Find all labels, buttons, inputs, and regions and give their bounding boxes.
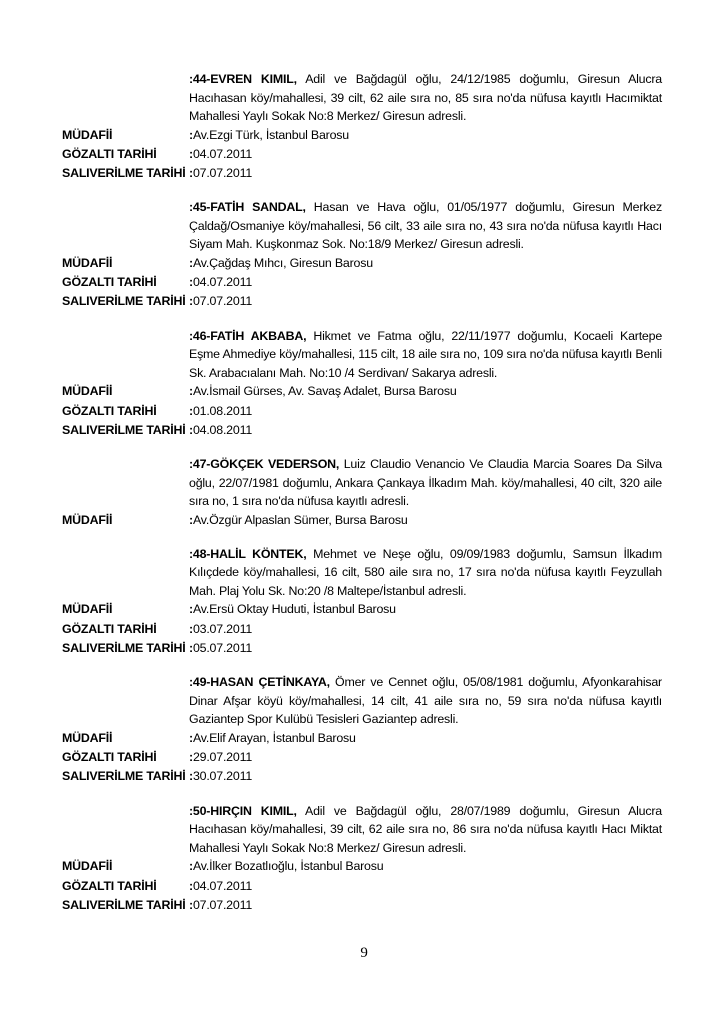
release-date-row (62, 421, 662, 440)
colon: : (189, 641, 193, 656)
custody-date-value: 03.07.2011 (192, 621, 253, 636)
colon: : (189, 127, 193, 142)
colon: : (189, 275, 193, 290)
colon: : (189, 750, 193, 765)
custody-date-value: 04.07.2011 (192, 878, 253, 893)
colon: : (189, 878, 193, 893)
colon: : (189, 422, 193, 437)
release-date-row (62, 639, 662, 658)
custody-date-label: GÖZALTI TARİHİ (62, 403, 157, 418)
lawyer-value: Av.İlker Bozatlıoğlu, İstanbul Barosu (192, 859, 384, 874)
release-date-label: SALIVERİLME TARİHİ (62, 769, 186, 784)
custody-date-value: 01.08.2011 (192, 403, 253, 418)
release-date-value: 05.07.2011 (192, 641, 253, 656)
release-date-label: SALIVERİLME TARİHİ (62, 294, 186, 309)
detainee-name: :49-HASAN ÇETİNKAYA, (189, 675, 330, 690)
colon: : (189, 769, 193, 784)
lawyer-value: Av.İsmail Gürses, Av. Savaş Adalet, Bursa Barosu (192, 384, 457, 399)
custody-date-value: 04.07.2011 (192, 275, 253, 290)
release-date-label: SALIVERİLME TARİHİ (62, 897, 186, 912)
release-date-value: 07.07.2011 (192, 166, 253, 181)
custody-date-row (62, 273, 662, 292)
detainee-name: :47-GÖKÇEK VEDERSON, (189, 457, 340, 472)
detainee-name: :44-EVREN KIMIL, (189, 72, 297, 86)
detainee-description (189, 70, 662, 126)
lawyer-row (62, 126, 662, 145)
detainee-description (189, 327, 662, 383)
detainee-description (189, 545, 662, 601)
lawyer-value: Av.Ezgi Türk, İstanbul Barosu (192, 127, 349, 142)
lawyer-label: MÜDAFİİ (62, 127, 113, 142)
lawyer-label: MÜDAFİİ (62, 730, 113, 745)
release-date-label: SALIVERİLME TARİHİ (62, 422, 186, 437)
lawyer-row (62, 382, 662, 401)
custody-date-row (62, 620, 662, 639)
detainee-entry (62, 545, 662, 658)
detainee-description (189, 802, 662, 858)
colon: : (189, 403, 193, 418)
detainee-entry (62, 673, 662, 786)
custody-date-label: GÖZALTI TARİHİ (62, 275, 157, 290)
lawyer-value: Av.Özgür Alpaslan Sümer, Bursa Barosu (192, 512, 408, 527)
lawyer-label: MÜDAFİİ (62, 859, 113, 874)
lawyer-value: Av.Çağdaş Mıhcı, Giresun Barosu (192, 255, 373, 270)
lawyer-value: Av.Ersü Oktay Huduti, İstanbul Barosu (192, 602, 396, 617)
detainee-detail: Hikmet ve Fatma oğlu, 22/11/1977 doğumlu, Kocaeli Kartepe Eşme Ahmediye köy/mahallesi, 115 cilt, 18 aile sıra no, 109 sıra no'da nüfusa kayıtlı Benli Sk. Arabacıalanı Mah. No:10 /4 Serdivan/ Sakarya adresli. (189, 328, 663, 380)
lawyer-row (62, 511, 662, 530)
detainee-description (189, 455, 662, 511)
custody-date-value: 04.07.2011 (192, 146, 253, 161)
detainee-detail: Mehmet ve Neşe oğlu, 09/09/1983 doğumlu, Samsun İlkadım Kılıçdede köy/mahallesi, 16 cilt, 580 aile sıra no, 17 sıra no'da nüfusa kayıtlı Feyzullah Mah. Plaj Yolu Sk. No:20 /8 Maltepe/İstanbul adresli. (189, 546, 662, 598)
page-number: 9 (360, 945, 368, 961)
colon: : (189, 146, 193, 161)
detainee-name: :48-HALİL KÖNTEK, (189, 546, 307, 561)
release-date-label: SALIVERİLME TARİHİ (62, 166, 186, 181)
detainee-entry (62, 455, 662, 530)
detainee-description (189, 673, 662, 729)
custody-date-label: GÖZALTI TARİHİ (62, 878, 157, 893)
colon: : (189, 384, 193, 399)
detainee-entry (62, 70, 662, 183)
detainee-entry (62, 198, 662, 311)
custody-date-label: GÖZALTI TARİHİ (62, 146, 157, 161)
release-date-value: 04.08.2011 (192, 422, 253, 437)
detainee-description (189, 198, 662, 254)
release-date-row (62, 292, 662, 311)
custody-date-row (62, 877, 662, 896)
detainee-entry (62, 327, 662, 440)
custody-date-label: GÖZALTI TARİHİ (62, 621, 157, 636)
custody-date-row (62, 145, 662, 164)
release-date-row (62, 164, 662, 183)
detainee-detail: Luiz Claudio Venancio Ve Claudia Marcia Soares Da Silva oğlu, 22/07/1981 doğumlu, Ankara Çankaya İlkadım Mah. köy/mahallesi, 40 cilt, 320 aile sıra no, 1 sıra no'da nüfusa kayıtlı adresli. (189, 457, 662, 509)
release-date-row (62, 896, 662, 915)
detainee-list (62, 70, 662, 930)
colon: : (189, 621, 193, 636)
lawyer-label: MÜDAFİİ (62, 602, 113, 617)
detainee-name: :45-FATİH SANDAL, (189, 200, 306, 215)
detainee-detail: Adil ve Bağdagül oğlu, 24/12/1985 doğumlu, Giresun Alucra Hacıhasan köy/mahallesi, 39 cilt, 62 aile sıra no, 85 sıra no'da nüfusa kayıtlı Hacımiktat Mahallesi Yaylı Sokak No:8 Merkez/ Giresun adresli. (189, 72, 662, 123)
release-date-value: 07.07.2011 (192, 294, 253, 309)
lawyer-row (62, 729, 662, 748)
release-date-value: 30.07.2011 (192, 769, 253, 784)
colon: : (189, 897, 193, 912)
detainee-name: :50-HIRÇIN KIMIL, (189, 803, 297, 818)
colon: : (189, 859, 193, 874)
lawyer-label: MÜDAFİİ (62, 512, 113, 527)
detainee-name: :46-FATİH AKBABA, (189, 328, 307, 343)
release-date-value: 07.07.2011 (192, 897, 253, 912)
custody-date-row (62, 748, 662, 767)
lawyer-row (62, 254, 662, 273)
lawyer-label: MÜDAFİİ (62, 255, 113, 270)
release-date-row (62, 767, 662, 786)
lawyer-row (62, 600, 662, 619)
colon: : (189, 255, 193, 270)
detainee-entry (62, 802, 662, 915)
colon: : (189, 730, 193, 745)
custody-date-value: 29.07.2011 (192, 750, 253, 765)
detainee-detail: Adil ve Bağdagül oğlu, 28/07/1989 doğumlu, Giresun Alucra Hacıhasan köy/mahallesi, 39 cilt, 62 aile sıra no, 86 sıra no'da nüfusa kayıtlı Hacı Miktat Mahallesi Yaylı Sokak No:8 Merkez/ Giresun adresli. (189, 803, 662, 855)
colon: : (189, 166, 193, 181)
detainee-detail: Ömer ve Cennet oğlu, 05/08/1981 doğumlu, Afyonkarahisar Dinar Afşar köyü köy/mahallesi, 14 cilt, 41 aile sıra no, 59 sıra no'da nüfusa kayıtlı Gaziantep Spor Kulübü Tesisleri Gaziantep adresli. (189, 675, 662, 727)
lawyer-value: Av.Elif Arayan, İstanbul Barosu (192, 730, 356, 745)
detainee-detail: Hasan ve Hava oğlu, 01/05/1977 doğumlu, Giresun Merkez Çaldağ/Osmaniye köy/mahallesi, 56 cilt, 33 aile sıra no, 43 sıra no'da nüfusa kayıtlı Hacı Siyam Mah. Kuşkonmaz Sok. No:18/9 Merkez/ Giresun adresli. (189, 200, 662, 252)
custody-date-row (62, 402, 662, 421)
release-date-label: SALIVERİLME TARİHİ (62, 641, 186, 656)
lawyer-row (62, 857, 662, 876)
custody-date-label: GÖZALTI TARİHİ (62, 750, 157, 765)
colon: : (189, 294, 193, 309)
lawyer-label: MÜDAFİİ (62, 384, 113, 399)
colon: : (189, 512, 193, 527)
colon: : (189, 602, 193, 617)
